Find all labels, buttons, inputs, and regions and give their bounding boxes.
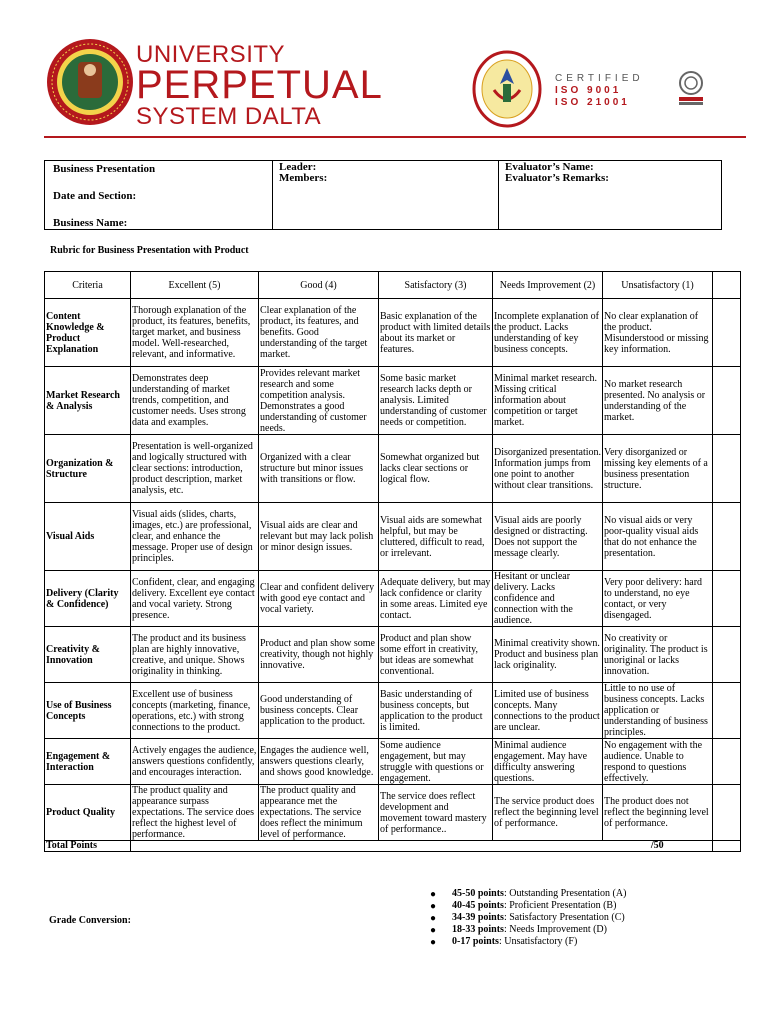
good-cell: Clear explanation of the product, its features, and benefits. Good understanding of the target market. [259, 299, 379, 367]
excellent-cell: Actively engages the audience, answers questions confidently, and encourages interaction. [131, 739, 259, 785]
evaluator-name-label: Evaluator’s Name: [505, 161, 594, 173]
satisfactory-cell: Somewhat organized but lacks clear sections or logical flow. [379, 435, 493, 503]
grade-desc: : Outstanding Presentation (A) [503, 888, 627, 899]
excellent-cell: Confident, clear, and engaging delivery. Excellent eye contact and vocal variety. Strong presence. [131, 571, 259, 627]
score-cell[interactable] [713, 367, 741, 435]
table-row [45, 739, 741, 785]
needs-improvement-cell: Limited use of business concepts. Many connections to the product are unclear. [493, 683, 603, 739]
grade-range: 34-39 points [452, 912, 504, 923]
satisfactory-cell: Basic understanding of business concepts, but application to the product is limited. [379, 683, 493, 739]
university-seal-icon [46, 38, 134, 126]
iso-9001: ISO 9001 [555, 85, 622, 96]
table-row [45, 785, 741, 841]
header-excellent: Excellent (5) [131, 272, 259, 299]
bullet-icon: ● [430, 937, 437, 948]
unsatisfactory-cell: Little to no use of business concepts. Lacks application or understanding of business principles. [603, 683, 713, 739]
grade-range: 45-50 points [452, 888, 504, 899]
table-row [45, 627, 741, 683]
score-cell[interactable] [713, 739, 741, 785]
needs-improvement-cell: Minimal creativity shown. Product and business plan lack originality. [493, 627, 603, 683]
needs-improvement-cell: Incomplete explanation of the product. Lacks understanding of key business concepts. [493, 299, 603, 367]
total-spacer [131, 841, 603, 852]
criteria-cell: Content Knowledge & Product Explanation [45, 299, 131, 367]
unsatisfactory-cell: No market research presented. No analysis or understanding of the market. [603, 367, 713, 435]
criteria-cell: Market Research & Analysis [45, 367, 131, 435]
excellent-cell: Thorough explanation of the product, its features, benefits, target market, and business model. Well-researched, relevant, and informative. [131, 299, 259, 367]
header-good: Good (4) [259, 272, 379, 299]
unsatisfactory-cell: Very poor delivery: hard to understand, no eye contact, or very disengaged. [603, 571, 713, 627]
grade-desc: : Proficient Presentation (B) [503, 900, 617, 911]
needs-improvement-cell: Visual aids are poorly designed or distracting. Does not support the message clearly. [493, 503, 603, 571]
list-item [430, 936, 626, 948]
grade-desc: : Needs Improvement (D) [503, 924, 607, 935]
score-cell[interactable] [713, 503, 741, 571]
criteria-cell: Visual Aids [45, 503, 131, 571]
table-row [45, 435, 741, 503]
excellent-cell: Demonstrates deep understanding of market trends, competition, and customer needs. Uses strong data and examples. [131, 367, 259, 435]
satisfactory-cell: Some basic market research lacks depth or analysis. Limited understanding of customer needs or competition. [379, 367, 493, 435]
needs-improvement-cell: The service product does reflect the beginning level of performance. [493, 785, 603, 841]
grade-desc: : Satisfactory Presentation (C) [503, 912, 625, 923]
header-divider [44, 136, 746, 138]
info-column-team [273, 161, 499, 229]
grade-range: 40-45 points [452, 900, 504, 911]
score-cell[interactable] [713, 299, 741, 367]
unsatisfactory-cell: No clear explanation of the product. Misunderstood or missing key information. [603, 299, 713, 367]
info-column-evaluator [499, 161, 723, 229]
score-cell[interactable] [713, 627, 741, 683]
satisfactory-cell: Basic explanation of the product with limited details about its market or features. [379, 299, 493, 367]
bullet-icon: ● [430, 913, 437, 924]
university-name [136, 41, 383, 130]
letterhead [0, 0, 768, 140]
total-points-label: Total Points [45, 841, 131, 852]
info-column-business [45, 161, 273, 229]
unsatisfactory-cell: No engagement with the audience. Unable to respond to questions effectively. [603, 739, 713, 785]
grade-range: 18-33 points [452, 924, 504, 935]
grade-range: 0-17 points [452, 936, 499, 947]
rubric-title: Rubric for Business Presentation with Product [50, 245, 249, 256]
certification-text [555, 72, 644, 109]
table-row [45, 299, 741, 367]
bullet-icon: ● [430, 889, 437, 900]
header-unsatisfactory: Unsatisfactory (1) [603, 272, 713, 299]
header-needs-improvement: Needs Improvement (2) [493, 272, 603, 299]
grade-desc: : Unsatisfactory (F) [498, 936, 578, 947]
needs-improvement-cell: Hesitant or unclear delivery. Lacks confidence and connection with the audience. [493, 571, 603, 627]
good-cell: The product quality and appearance met the expectations. The service does reflect the minimum level of performance. [259, 785, 379, 841]
rubric-header-row [45, 272, 741, 299]
unsatisfactory-cell: No visual aids or very poor-quality visual aids that do not enhance the presentation. [603, 503, 713, 571]
satisfactory-cell: Adequate delivery, but may lack confidence or clarity in some areas. Limited eye contact. [379, 571, 493, 627]
unsatisfactory-cell: No creativity or originality. The product is unoriginal or lacks innovation. [603, 627, 713, 683]
list-item [430, 924, 626, 936]
table-row [45, 367, 741, 435]
needs-improvement-cell: Disorganized presentation. Information jumps from one point to another without clear transitions. [493, 435, 603, 503]
excellent-cell: The product quality and appearance surpass expectations. The service does reflect the highest level of performance. [131, 785, 259, 841]
good-cell: Visual aids are clear and relevant but may lack polish or minor design issues. [259, 503, 379, 571]
excellent-cell: Visual aids (slides, charts, images, etc.) are professional, clear, and enhance the message. Proper use of design principles. [131, 503, 259, 571]
needs-improvement-cell: Minimal market research. Missing critical information about competition or target market. [493, 367, 603, 435]
table-row [45, 571, 741, 627]
bullet-icon: ● [430, 925, 437, 936]
criteria-cell: Product Quality [45, 785, 131, 841]
evaluator-remarks-label: Evaluator’s Remarks: [505, 172, 609, 184]
grade-conversion-list [430, 888, 627, 948]
criteria-cell: Creativity & Innovation [45, 627, 131, 683]
date-section-label: Date and Section: [53, 190, 137, 202]
business-name-label: Business Name: [53, 217, 128, 229]
members-label: Members: [279, 172, 328, 184]
presentation-info-box [44, 160, 722, 230]
unsatisfactory-cell: The product does not reflect the beginning level of performance. [603, 785, 713, 841]
satisfactory-cell: Visual aids are somewhat helpful, but may be cluttered, difficult to read, or irrelevant. [379, 503, 493, 571]
header-satisfactory: Satisfactory (3) [379, 272, 493, 299]
good-cell: Clear and confident delivery with good eye contact and vocal variety. [259, 571, 379, 627]
excellent-cell: Excellent use of business concepts (marketing, finance, operations, etc.) with strong connections to the product. [131, 683, 259, 739]
header-score [713, 272, 741, 299]
table-row [45, 503, 741, 571]
business-presentation-label: Business Presentation [53, 163, 156, 175]
excellent-cell: The product and its business plan are highly innovative, creative, and unique. Shows originality in thinking. [131, 627, 259, 683]
leader-label: Leader: [279, 161, 317, 173]
brand-line-3: SYSTEM DALTA [136, 103, 322, 130]
good-cell: Product and plan show some creativity, though not highly innovative. [259, 627, 379, 683]
score-cell[interactable] [713, 435, 741, 503]
satisfactory-cell: Some audience engagement, but may struggle with questions or engagement. [379, 739, 493, 785]
rubric-table [44, 271, 741, 852]
table-row [45, 683, 741, 739]
unsatisfactory-cell: Very disorganized or missing key elements of a business presentation structure. [603, 435, 713, 503]
bureau-veritas-logo-icon [676, 70, 706, 108]
needs-improvement-cell: Minimal audience engagement. May have difficulty answering questions. [493, 739, 603, 785]
criteria-cell: Use of Business Concepts [45, 683, 131, 739]
score-cell[interactable] [713, 571, 741, 627]
senior-high-school-seal-icon [472, 50, 542, 128]
brand-line-1: UNIVERSITY [136, 41, 286, 68]
excellent-cell: Presentation is well-organized and logically structured with clear sections: introduction, product description, market analysis, etc. [131, 435, 259, 503]
list-item [430, 912, 626, 924]
brand-line-2: PERPETUAL [136, 63, 383, 107]
good-cell: Organized with a clear structure but minor issues with transitions or flow. [259, 435, 379, 503]
score-cell[interactable] [713, 785, 741, 841]
criteria-cell: Engagement & Interaction [45, 739, 131, 785]
bullet-icon: ● [430, 901, 437, 912]
good-cell: Engages the audience well, answers questions clearly, and shows good knowledge. [259, 739, 379, 785]
grade-conversion-label: Grade Conversion: [49, 915, 131, 926]
good-cell: Provides relevant market research and some competition analysis. Demonstrates a good understanding of customer needs. [259, 367, 379, 435]
iso-21001: ISO 21001 [555, 97, 630, 108]
list-item [430, 900, 626, 912]
criteria-cell: Organization & Structure [45, 435, 131, 503]
criteria-cell: Delivery (Clarity & Confidence) [45, 571, 131, 627]
header-criteria: Criteria [45, 272, 131, 299]
total-points-value: /50 [603, 841, 713, 852]
satisfactory-cell: Product and plan show some effort in creativity, but ideas are somewhat conventional. [379, 627, 493, 683]
good-cell: Good understanding of business concepts. Clear application to the product. [259, 683, 379, 739]
satisfactory-cell: The service does reflect development and movement toward mastery of performance.. [379, 785, 493, 841]
total-score-cell[interactable] [713, 841, 741, 852]
certified-label: CERTIFIED [555, 73, 644, 84]
score-cell[interactable] [713, 683, 741, 739]
total-row [45, 841, 741, 852]
list-item [430, 888, 627, 900]
